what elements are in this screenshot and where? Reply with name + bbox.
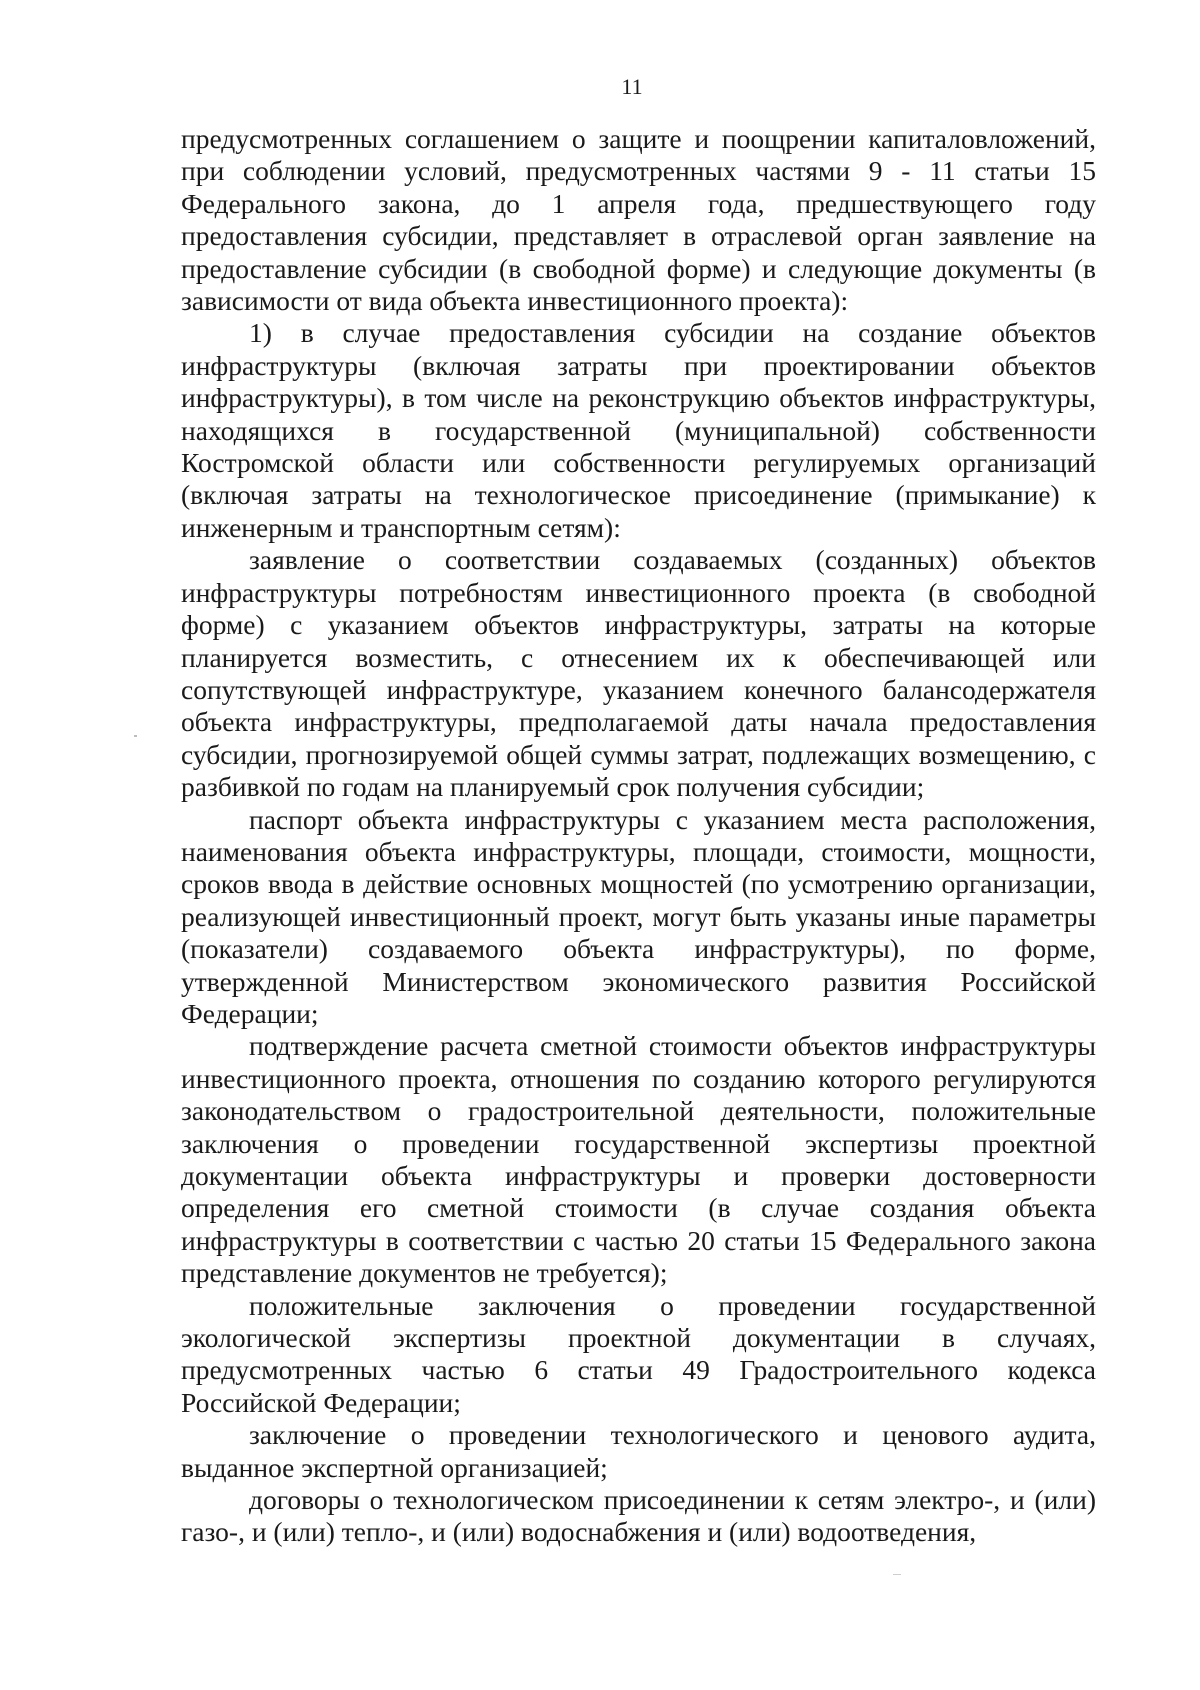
scan-speck <box>893 1574 901 1575</box>
paragraph-item-1: 1) в случае предоставления субсидии на создание объектов инфраструктуры (включая затраты при проектировании объектов инфраструктуры), в том числе на реконструкцию объектов инфраструктуры, находящихся в государственной (муниципальной) собственности Костромской области или собственности регулируемых организаций (включая затраты на технологическое присоединение (примыкание) к инженерным и транспортным сетям): <box>181 317 1096 543</box>
paragraph-audit: заключение о проведении технологического и ценового аудита, выданное экспертной организацией; <box>181 1419 1096 1483</box>
page-number: 11 <box>621 74 643 99</box>
paragraph-statement: заявление о соответствии создаваемых (созданных) объектов инфраструктуры потребностям инвестиционного проекта (в свободной форме) с указанием объектов инфраструктуры, затраты на которые планируется возместить, с отнесением их к обеспечивающей или сопутствующей инфраструктуре, указанием конечного балансодержателя объекта инфраструктуры, предполагаемой даты начала предоставления субсидии, прогнозируемой общей суммы затрат, подлежащих возмещению, с разбивкой по годам на планируемый срок получения субсидии; <box>181 544 1096 803</box>
paragraph-contracts: договоры о технологическом присоединении к сетям электро-, и (или) газо-, и (или) тепло-, и (или) водоснабжения и (или) водоотведения, <box>181 1484 1096 1548</box>
document-body <box>181 123 1096 1549</box>
scan-speck <box>134 735 137 737</box>
paragraph-passport: паспорт объекта инфраструктуры с указанием места расположения, наименования объекта инфраструктуры, площади, стоимости, мощности, сроков ввода в действие основных мощностей (по усмотрению организации, реализующей инвестиционный проект, могут быть указаны иные параметры (показатели) создаваемого объекта инфраструктуры), по форме, утвержденной Министерством экономического развития Российской Федерации; <box>181 803 1096 1029</box>
paragraph-ecology: положительные заключения о проведении государственной экологической экспертизы проектной документации в случаях, предусмотренных частью 6 статьи 49 Градостроительного кодекса Российской Федерации; <box>181 1289 1096 1418</box>
paragraph-estimate: подтверждение расчета сметной стоимости объектов инфраструктуры инвестиционного проекта, отношения по созданию которого регулируются законодательством о градостроительной деятельности, положительные заключения о проведении государственной экспертизы проектной документации объекта инфраструктуры и проверки достоверности определения его сметной стоимости (в случае создания объекта инфраструктуры в соответствии с частью 20 статьи 15 Федерального закона представление документов не требуется); <box>181 1030 1096 1289</box>
paragraph-intro: предусмотренных соглашением о защите и поощрении капиталовложений, при соблюдении условий, предусмотренных частями 9 - 11 статьи 15 Федерального закона, до 1 апреля года, предшествующего году предоставления субсидии, представляет в отраслевой орган заявление на предоставление субсидии (в свободной форме) и следующие документы (в зависимости от вида объекта инвестиционного проекта): <box>181 123 1096 317</box>
